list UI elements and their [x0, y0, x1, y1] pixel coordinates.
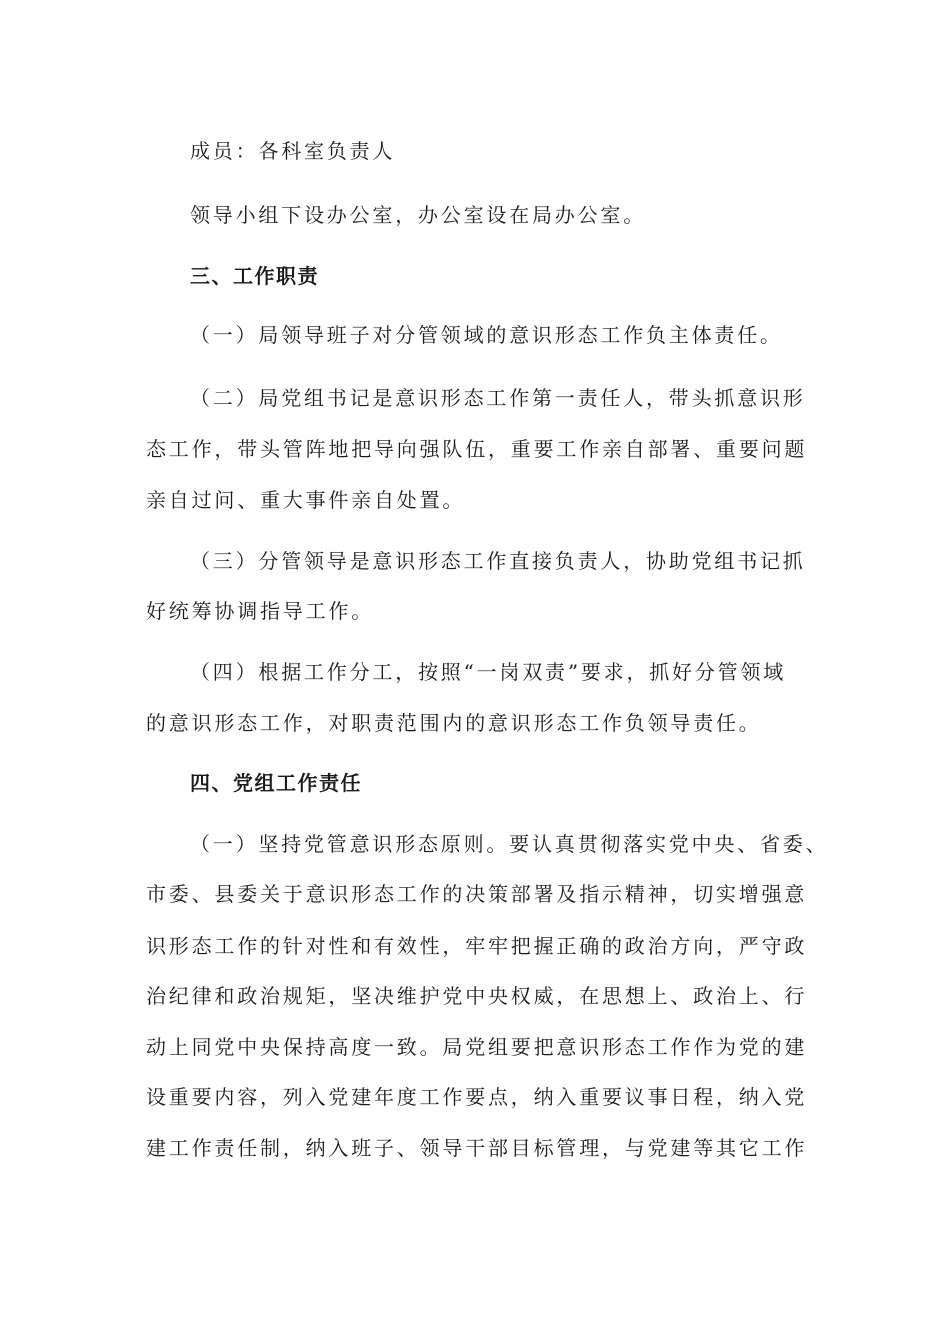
paragraph-line: （一）坚持党管意识形态原则。要认真贯彻落实党中央、省委、	[190, 832, 829, 856]
office-line: 领导小组下设办公室，办公室设在局办公室。	[190, 203, 646, 227]
paragraph-line: 市委、县委关于意识形态工作的决策部署及指示精神，切实增强意	[146, 882, 808, 906]
paragraph-line: （四）根据工作分工，按照“一岗双责”要求，抓好分管领域	[190, 660, 787, 684]
paragraph-line: 动上同党中央保持高度一致。局党组要把意识形态工作作为党的建	[146, 1035, 808, 1059]
paragraph-line: 的意识形态工作，对职责范围内的意识形态工作负领导责任。	[146, 711, 762, 735]
section3-heading: 三、工作职责	[190, 264, 319, 288]
paragraph-line: 好统筹协调指导工作。	[146, 599, 374, 623]
paragraph-line: 态工作，带头管阵地把导向强队伍，重要工作亲自部署、重要问题	[146, 437, 808, 461]
paragraph-line: （三）分管领导是意识形态工作直接负责人，协助党组书记抓	[190, 549, 806, 573]
paragraph-line: 识形态工作的针对性和有效性，牢牢把握正确的政治方向，严守政	[146, 934, 808, 958]
members-line: 成员：各科室负责人	[190, 139, 396, 163]
paragraph-line: （二）局党组书记是意识形态工作第一责任人，带头抓意识形	[190, 386, 806, 410]
paragraph-line: 治纪律和政治规矩，坚决维护党中央权威，在思想上、政治上、行	[146, 984, 808, 1008]
section4-heading: 四、党组工作责任	[190, 771, 362, 795]
paragraph-line: 设重要内容，列入党建年度工作要点，纳入重要议事日程，纳入党	[146, 1085, 808, 1109]
paragraph-line: 亲自过问、重大事件亲自处置。	[146, 488, 466, 512]
paragraph-line: （一）局领导班子对分管领域的意识形态工作负主体责任。	[190, 323, 783, 347]
paragraph-line: 建工作责任制，纳入班子、领导干部目标管理，与党建等其它工作	[146, 1136, 808, 1160]
